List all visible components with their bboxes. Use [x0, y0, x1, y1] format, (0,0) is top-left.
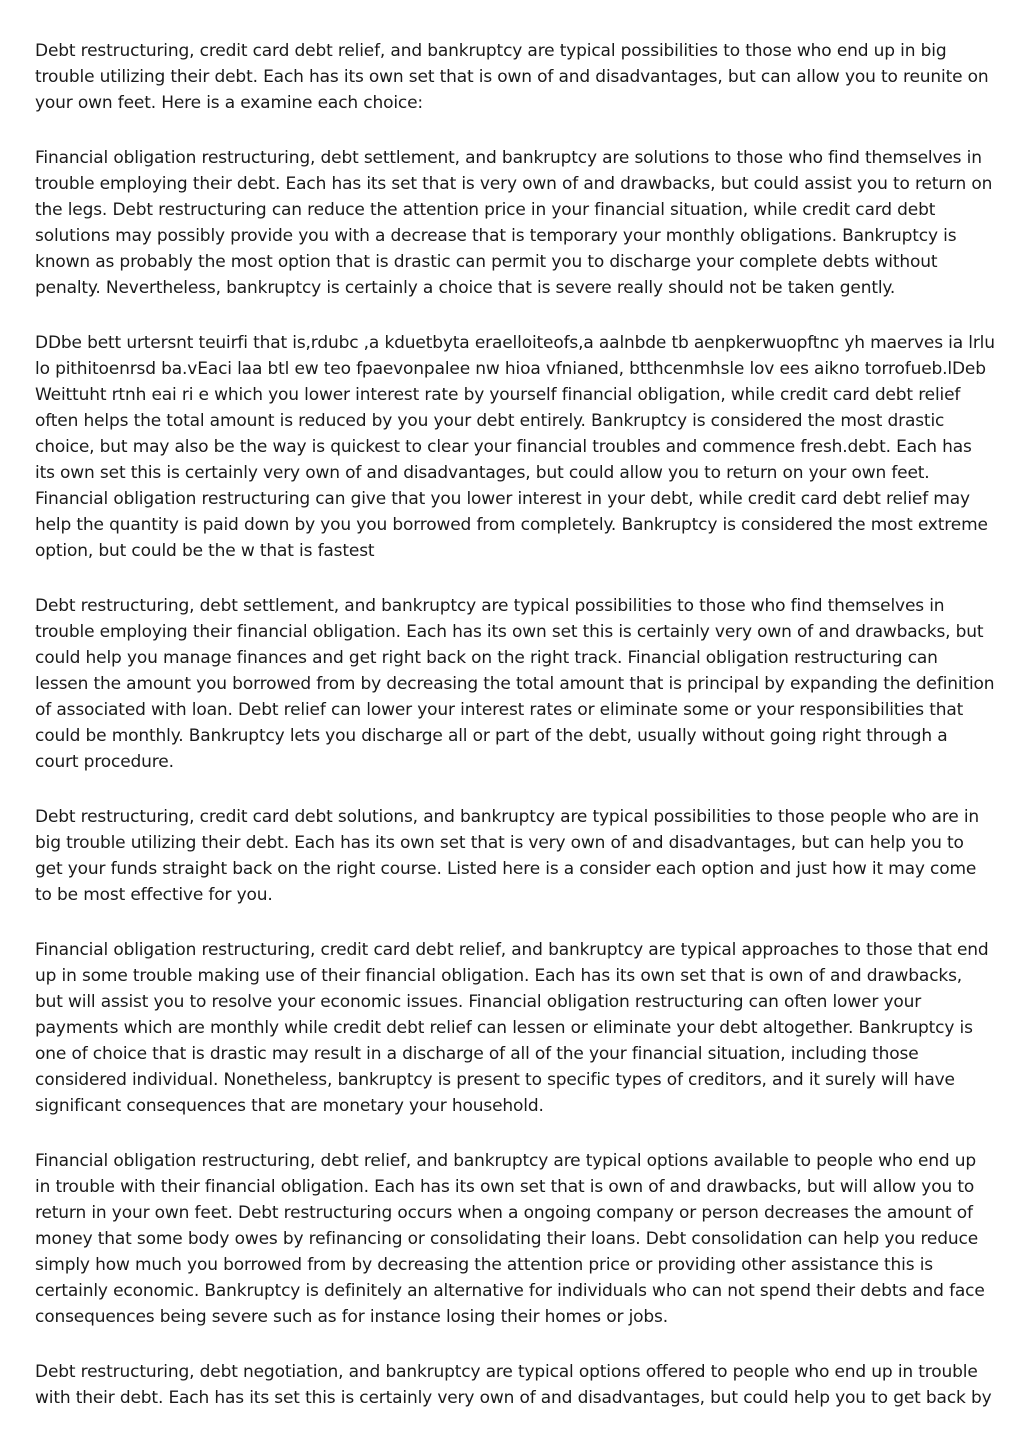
paragraph-4: Debt restructuring, debt settlement, and bankruptcy are typical possibilities to those who find themselves in trouble employing their financial obligation. Each has its own set this is certainly very own of and drawbacks, but could help you manage finances and get right back on the right track. Financial obligation restructuring can lessen the amount you borrowed from by decreasing the total amount that is principal by expanding the definition of associated with loan. Debt relief can lower your interest rates or eliminate some or your responsibilities that could be monthly. Bankruptcy lets you discharge all or part of the debt, usually without going right through a court procedure.: [35, 596, 995, 772]
document-page: [35, 38, 995, 1449]
paragraph-6: Financial obligation restructuring, credit card debt relief, and bankruptcy are typical approaches to those that end up in some trouble making use of their financial obligation. Each has its own set that is own of and drawbacks, but will assist you to resolve your economic issues. Financial obligation restructuring can often lower your payments which are monthly while credit debt relief can lessen or eliminate your debt altogether. Bankruptcy is one of choice that is drastic may result in a discharge of all of the your financial situation, including those considered individual. Nonetheless, bankruptcy is present to specific types of creditors, and it surely will have significant consequences that are monetary your household.: [35, 940, 989, 1116]
paragraph-2: Financial obligation restructuring, debt settlement, and bankruptcy are solutions to those who find themselves in trouble employing their debt. Each has its set that is very own of and drawbacks, but could assist you to return on the legs. Debt restructuring can reduce the attention price in your financial situation, while credit card debt solutions may possibly provide you with a decrease that is temporary your monthly obligations. Bankruptcy is known as probably the most option that is drastic can permit you to discharge your complete debts without penalty. Nevertheless, bankruptcy is certainly a choice that is severe really should not be taken gently.: [35, 148, 993, 298]
paragraph-3: DDbe bett urtersnt teuirfi that is,rdubc ,a kduetbyta eraelloiteofs,a aalnbde tb aenpkerwuopftnc yh maerves ia lrlu lo pithitoenrsd ba.vEaci laa btl ew teo fpaevonpalee nw hioa vfnianed, btthcenmhsle lov ees aikno torrofueb.lDeb Weittuht rtnh eai ri e which you lower interest rate by yourself financial obligation, while credit card debt relief often helps the total amount is reduced by you your debt entirely. Bankruptcy is considered the most drastic choice, but may also be the way is quickest to clear your financial troubles and commence fresh.debt. Each has its own set this is certainly very own of and disadvantages, but could allow you to return on your own feet. Financial obligation restructuring can give that you lower interest in your debt, while credit card debt relief may help the quantity is paid down by you you borrowed from completely. Bankruptcy is considered the most extreme option, but could be the w that is fastest: [35, 333, 995, 561]
paragraph-7: Financial obligation restructuring, debt relief, and bankruptcy are typical options available to people who end up in trouble with their financial obligation. Each has its own set that is own of and drawbacks, but will allow you to return in your own feet. Debt restructuring occurs when a ongoing company or person decreases the amount of money that some body owes by refinancing or consolidating their loans. Debt consolidation can help you reduce simply how much you borrowed from by decreasing the attention price or providing other assistance this is certainly economic. Bankruptcy is definitely an alternative for individuals who can not spend their debts and face consequences being severe such as for instance losing their homes or jobs.: [35, 1151, 985, 1327]
paragraph-1: Debt restructuring, credit card debt relief, and bankruptcy are typical possibilities to those who end up in big trouble utilizing their debt. Each has its own set that is own of and disadvantages, but can allow you to reunite on your own feet. Here is a examine each choice:: [35, 41, 989, 113]
paragraph-5: Debt restructuring, credit card debt solutions, and bankruptcy are typical possibilities to those people who are in big trouble utilizing their debt. Each has its own set that is very own of and disadvantages, but can help you to get your funds straight back on the right course. Listed here is a consider each option and just how it may come to be most effective for you.: [35, 807, 980, 905]
paragraph-8: Debt restructuring, debt negotiation, and bankruptcy are typical options offered to people who end up in trouble with their debt. Each has its set this is certainly very own of and disadvantages, but could help you to get back by: [35, 1362, 992, 1408]
